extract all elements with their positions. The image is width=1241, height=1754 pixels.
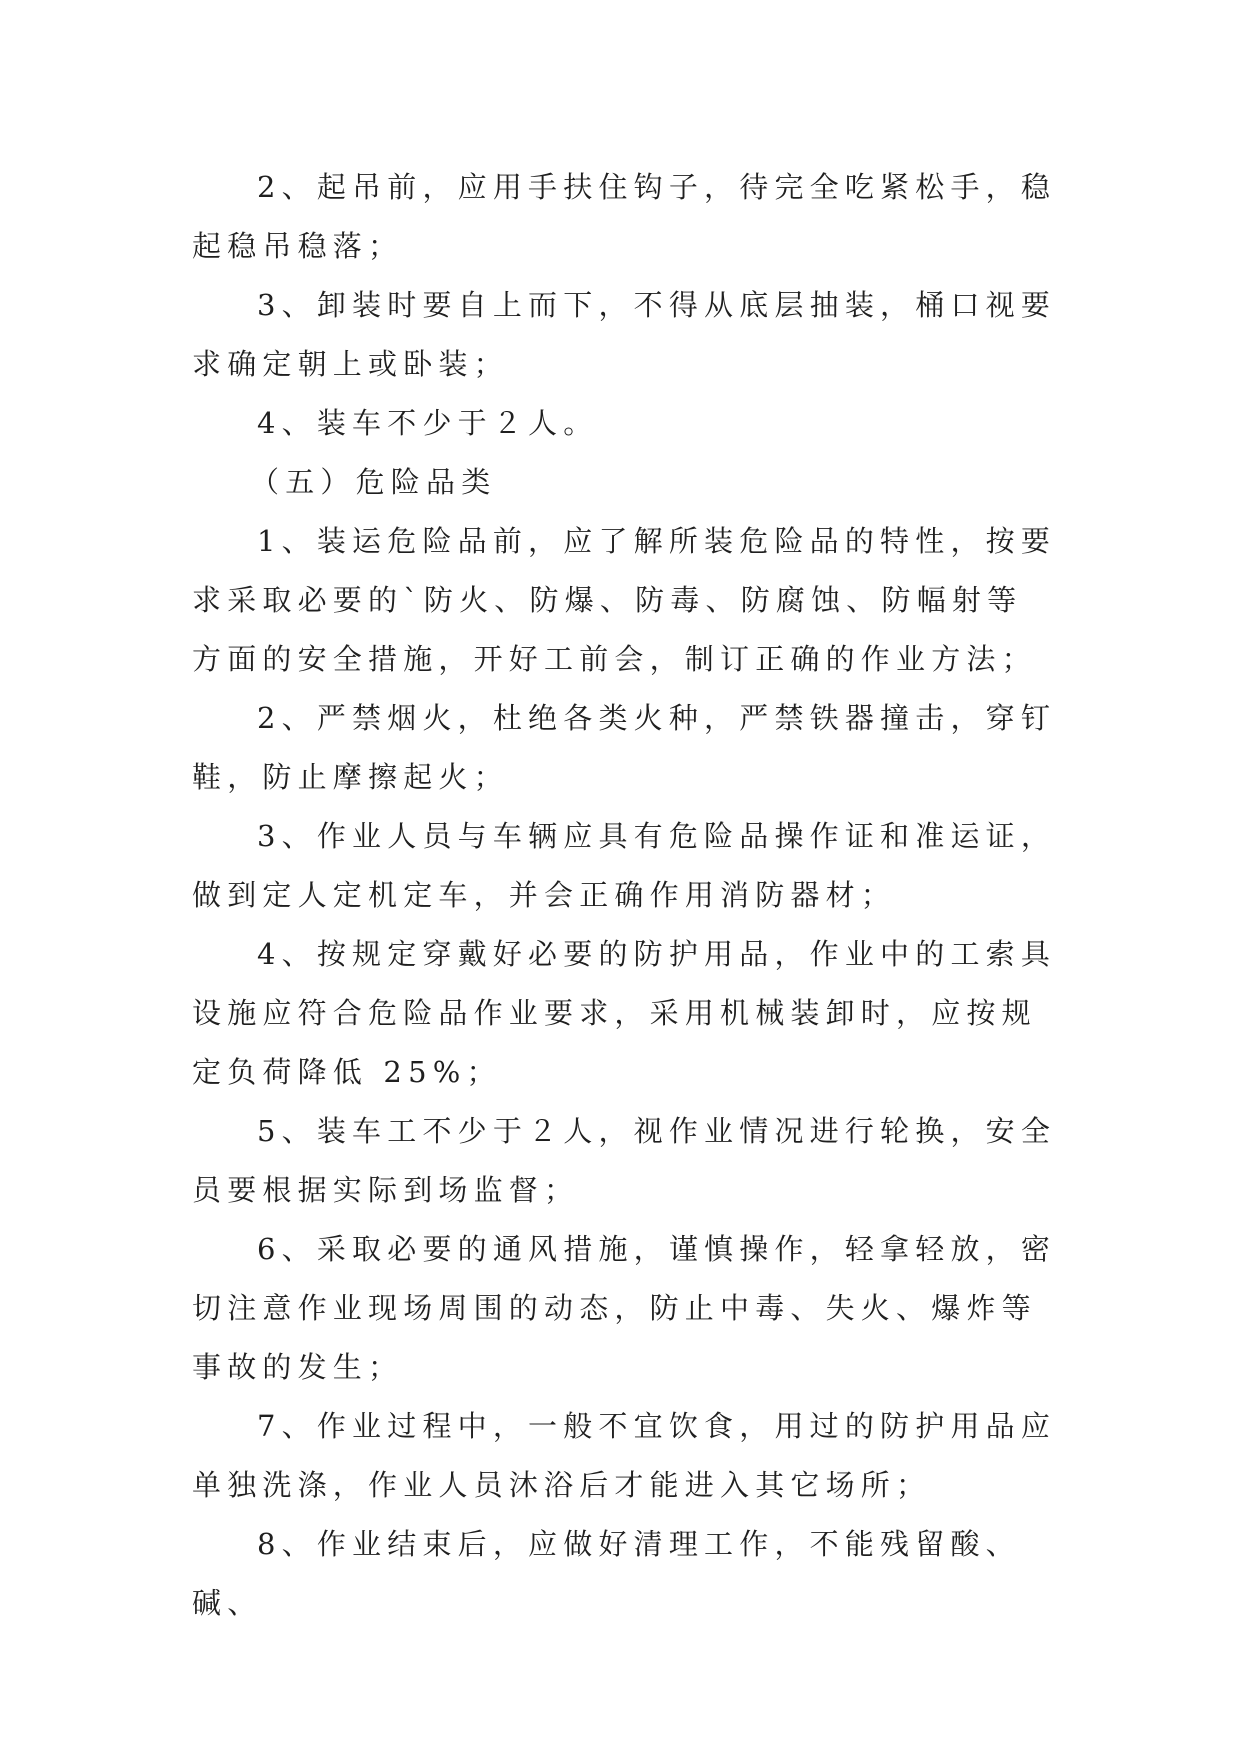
section-heading-hazardous-goods: （五）危险品类 xyxy=(250,465,497,499)
paragraph-hazard-step-7: 7、作业过程中，一般不宜饮食，用过的防护用品应单独洗涤，作业人员沐浴后才能进入其它场所； xyxy=(192,1409,1057,1502)
paragraph-hazard-step-1: 1、装运危险品前，应了解所装危险品的特性，按要求采取必要的`防火、防爆、防毒、防腐蚀、防幅射等方面的安全措施，开好工前会，制订正确的作业方法； xyxy=(192,524,1057,676)
paragraph-loading-crew-step-4: 4、装车不少于２人。 xyxy=(257,406,599,440)
paragraph-hazard-step-5: 5、装车工不少于２人，视作业情况进行轮换，安全员要根据实际到场监督； xyxy=(192,1114,1057,1207)
paragraph-hazard-step-8: 8、作业结束后，应做好清理工作，不能残留酸、碱、 xyxy=(192,1527,1021,1620)
paragraph-hazard-step-2: 2、严禁烟火，杜绝各类火种，严禁铁器撞击，穿钉鞋，防止摩擦起火； xyxy=(192,701,1057,794)
paragraph-hazard-step-4: 4、按规定穿戴好必要的防护用品，作业中的工索具设施应符合危险品作业要求，采用机械装卸时，应按规定负荷降低 25%； xyxy=(192,937,1057,1089)
paragraph-hazard-step-6: 6、采取必要的通风措施，谨慎操作，轻拿轻放，密切注意作业现场周围的动态，防止中毒、失火、爆炸等事故的发生； xyxy=(192,1232,1057,1384)
paragraph-hazard-step-3: 3、作业人员与车辆应具有危险品操作证和准运证，做到定人定机定车，并会正确作用消防器材； xyxy=(192,819,1057,912)
document-body xyxy=(192,158,1057,1633)
paragraph-unloading-step-3: 3、卸装时要自上而下，不得从底层抽装，桶口视要求确定朝上或卧装； xyxy=(192,288,1057,381)
paragraph-lifting-step-2: 2、起吊前，应用手扶住钩子，待完全吃紧松手，稳起稳吊稳落； xyxy=(192,170,1057,263)
